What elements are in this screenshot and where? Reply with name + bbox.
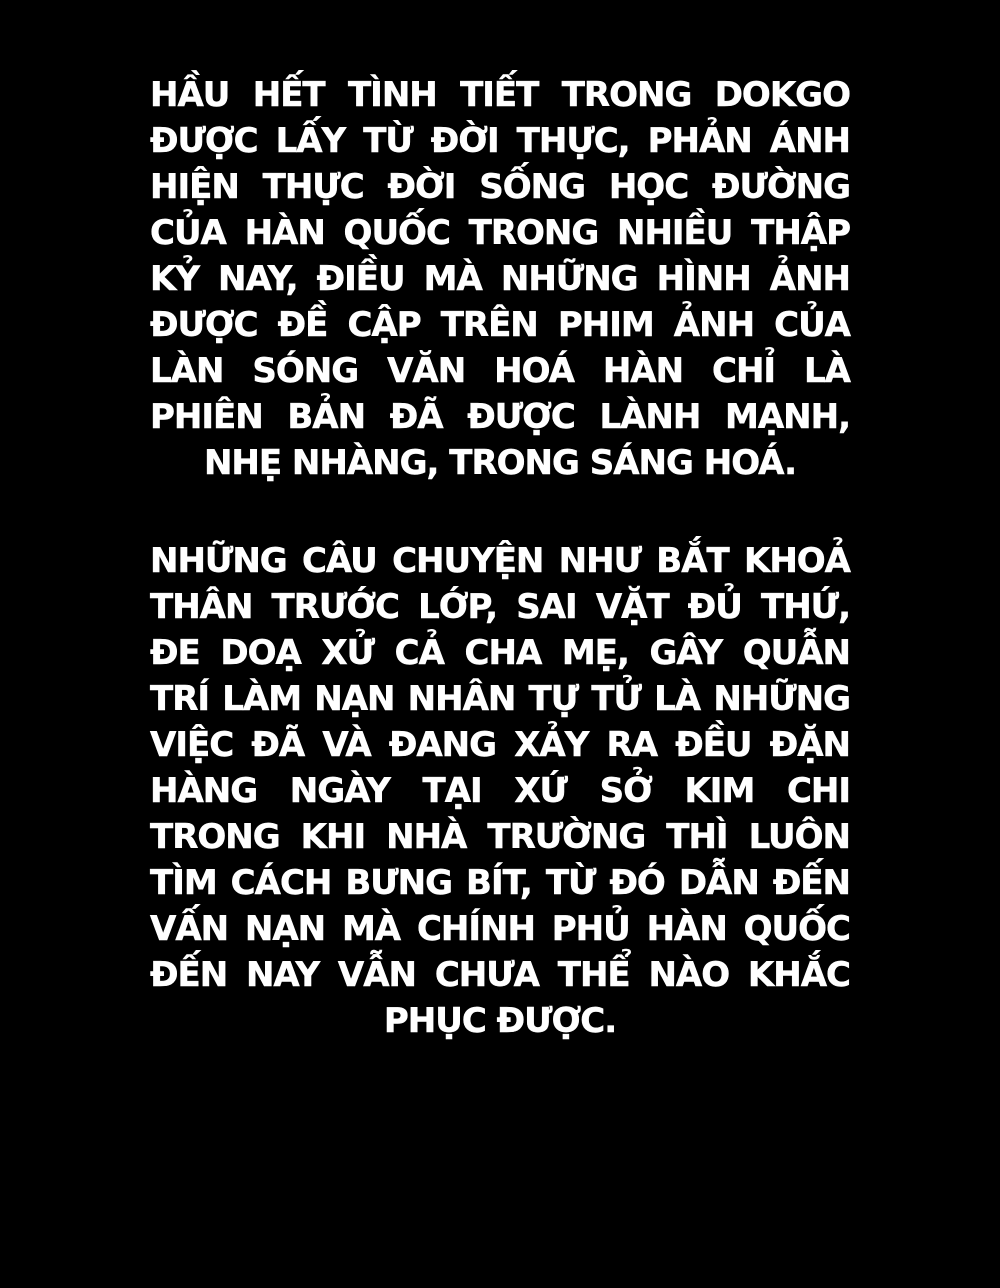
text-line: NHỮNG CÂU CHUYỆN NHƯ BẮT KHOẢ [150,541,850,581]
text-line: LÀN SÓNG VĂN HOÁ HÀN CHỈ LÀ [150,351,850,391]
text-line: ĐƯỢC ĐỀ CẬP TRÊN PHIM ẢNH CỦA [150,305,850,345]
text-line: TÌM CÁCH BƯNG BÍT, TỪ ĐÓ DẪN ĐẾN [150,863,850,903]
text-line: PHIÊN BẢN ĐÃ ĐƯỢC LÀNH MẠNH, [150,397,850,437]
text-line: VẤN NẠN MÀ CHÍNH PHỦ HÀN QUỐC [150,909,850,949]
text-line: KỶ NAY, ĐIỀU MÀ NHỮNG HÌNH ẢNH [150,259,850,299]
text-line: ĐƯỢC LẤY TỪ ĐỜI THỰC, PHẢN ÁNH [150,121,850,161]
text-line: TRONG KHI NHÀ TRƯỜNG THÌ LUÔN [150,817,850,857]
text-line: NHẸ NHÀNG, TRONG SÁNG HOÁ. [203,443,797,483]
text-line: PHỤC ĐƯỢC. [383,1001,617,1041]
text-line: CỦA HÀN QUỐC TRONG NHIỀU THẬP [150,213,850,253]
text-line: ĐE DOẠ XỬ CẢ CHA MẸ, GÂY QUẪN [150,633,850,673]
text-line: HIỆN THỰC ĐỜI SỐNG HỌC ĐƯỜNG [150,167,850,207]
translator-note [150,0,850,1044]
text-line: HẦU HẾT TÌNH TIẾT TRONG DOKGO [150,75,850,115]
text-line: THÂN TRƯỚC LỚP, SAI VẶT ĐỦ THỨ, [150,587,850,627]
text-line: VIỆC ĐÃ VÀ ĐANG XẢY RA ĐỀU ĐẶN [150,725,850,765]
text-line: ĐẾN NAY VẪN CHƯA THỂ NÀO KHẮC [150,955,850,995]
text-line: HÀNG NGÀY TẠI XỨ SỞ KIM CHI [150,771,850,811]
paragraph-2 [150,538,850,1044]
paragraph-1 [150,72,850,486]
text-line: TRÍ LÀM NẠN NHÂN TỰ TỬ LÀ NHỮNG [150,679,850,719]
